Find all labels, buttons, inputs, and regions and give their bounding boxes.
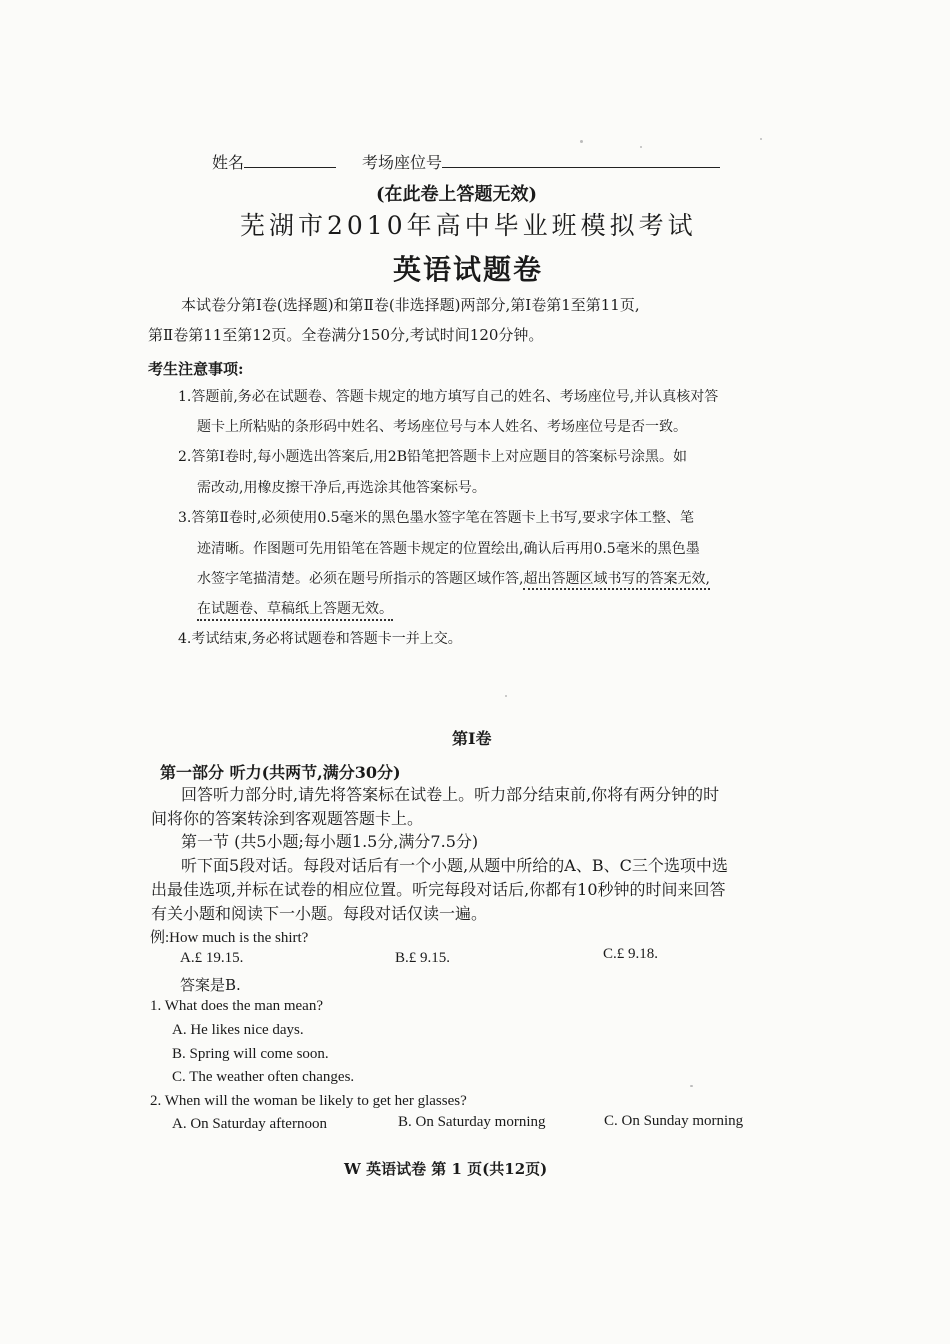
question-2-option-b: B. On Saturday morning: [398, 1114, 546, 1130]
exam-title: 芜湖市2010年高中毕业班模拟考试: [240, 211, 697, 240]
scan-speck: [690, 1085, 693, 1087]
scan-speck: [760, 138, 762, 140]
example-option-b: B.£ 9.15.: [395, 950, 451, 966]
example-question: 例:How much is the shirt?: [150, 930, 309, 946]
note-2a: 2.答第Ⅰ卷时,每小题选出答案后,用2B铅笔把答题卡上对应题目的答案标号涂黑。如: [178, 449, 687, 465]
note-3d: 在试题卷、草稿纸上答题无效。: [197, 598, 393, 621]
question-2-stem: 2. When will the woman be likely to get her glasses?: [150, 1093, 467, 1109]
seat-label: 考场座位号: [362, 153, 443, 172]
note-3b: 迹清晰。作图题可先用铅笔在答题卡规定的位置绘出,确认后再用0.5毫米的黑色墨: [197, 541, 700, 557]
question-1-stem: 1. What does the man mean?: [150, 998, 323, 1014]
note-3c: [197, 568, 710, 588]
instruction-1a: 回答听力部分时,请先将答案标在试卷上。听力部分结束前,你将有两分钟的时: [181, 785, 720, 804]
question-2-option-c: C. On Sunday morning: [604, 1113, 744, 1129]
note-3a: 3.答第Ⅱ卷时,必须使用0.5毫米的黑色墨水签字笔在答题卡上书写,要求字体工整、笔: [178, 510, 695, 526]
note-1a: 1.答题前,务必在试题卷、答题卡规定的地方填写自己的姓名、考场座位号,并认真核对答: [178, 389, 719, 405]
section-title: 第一部分 听力(共两节,满分30分): [160, 763, 401, 782]
seat-field: [362, 150, 720, 173]
instruction-2a: 听下面5段对话。每段对话后有一个小题,从题中所给的A、B、C三个选项中选: [181, 856, 728, 875]
instruction-2c: 有关小题和阅读下一小题。每段对话仅读一遍。: [151, 904, 488, 923]
note-2b: 需改动,用橡皮擦干净后,再选涂其他答案标号。: [197, 480, 486, 496]
note-1b: 题卡上所粘贴的条形码中姓名、考场座位号与本人姓名、考场座位号是否一致。: [197, 419, 687, 435]
note-3c-emphasis: 超出答题区域书写的答案无效,: [523, 571, 709, 590]
volume-title: 第Ⅰ卷: [452, 729, 492, 748]
paper-title: 英语试题卷: [393, 253, 544, 286]
page-footer: W 英语试卷 第 1 页(共12页): [344, 1160, 548, 1178]
instruction-2b: 出最佳选项,并标在试卷的相应位置。听完每段对话后,你都有10秒钟的时间来回答: [151, 880, 726, 899]
name-blank: [244, 153, 336, 168]
name-label: 姓名: [212, 153, 245, 172]
notes-heading: 考生注意事项:: [148, 360, 244, 378]
seat-blank: [442, 153, 720, 168]
note-4: 4.考试结束,务必将试题卷和答题卡一并上交。: [178, 631, 462, 647]
question-1-option-a: A. He likes nice days.: [172, 1022, 304, 1038]
question-1-option-c: C. The weather often changes.: [172, 1069, 355, 1085]
question-1-option-b: B. Spring will come soon.: [172, 1046, 329, 1062]
example-option-c: C.£ 9.18.: [603, 946, 659, 962]
question-2-option-a: A. On Saturday afternoon: [172, 1116, 327, 1132]
name-field: [212, 150, 336, 173]
intro-line-2: 第Ⅱ卷第11至第12页。全卷满分150分,考试时间120分钟。: [148, 326, 544, 344]
scan-speck: [580, 140, 583, 143]
intro-line-1: 本试卷分第Ⅰ卷(选择题)和第Ⅱ卷(非选择题)两部分,第Ⅰ卷第1至第11页,: [181, 296, 640, 314]
scan-speck: [505, 695, 507, 697]
note-3c-part1: 水签字笔描清楚。必须在题号所指示的答题区域作答,: [197, 571, 524, 587]
scan-speck: [640, 146, 642, 148]
example-option-a: A.£ 19.15.: [180, 950, 244, 966]
subsection-title: 第一节 (共5小题;每小题1.5分,满分7.5分): [181, 832, 479, 851]
invalid-note: (在此卷上答题无效): [376, 184, 538, 205]
example-answer: 答案是B.: [180, 976, 241, 994]
instruction-1b: 间将你的答案转涂到客观题答题卡上。: [151, 809, 424, 828]
